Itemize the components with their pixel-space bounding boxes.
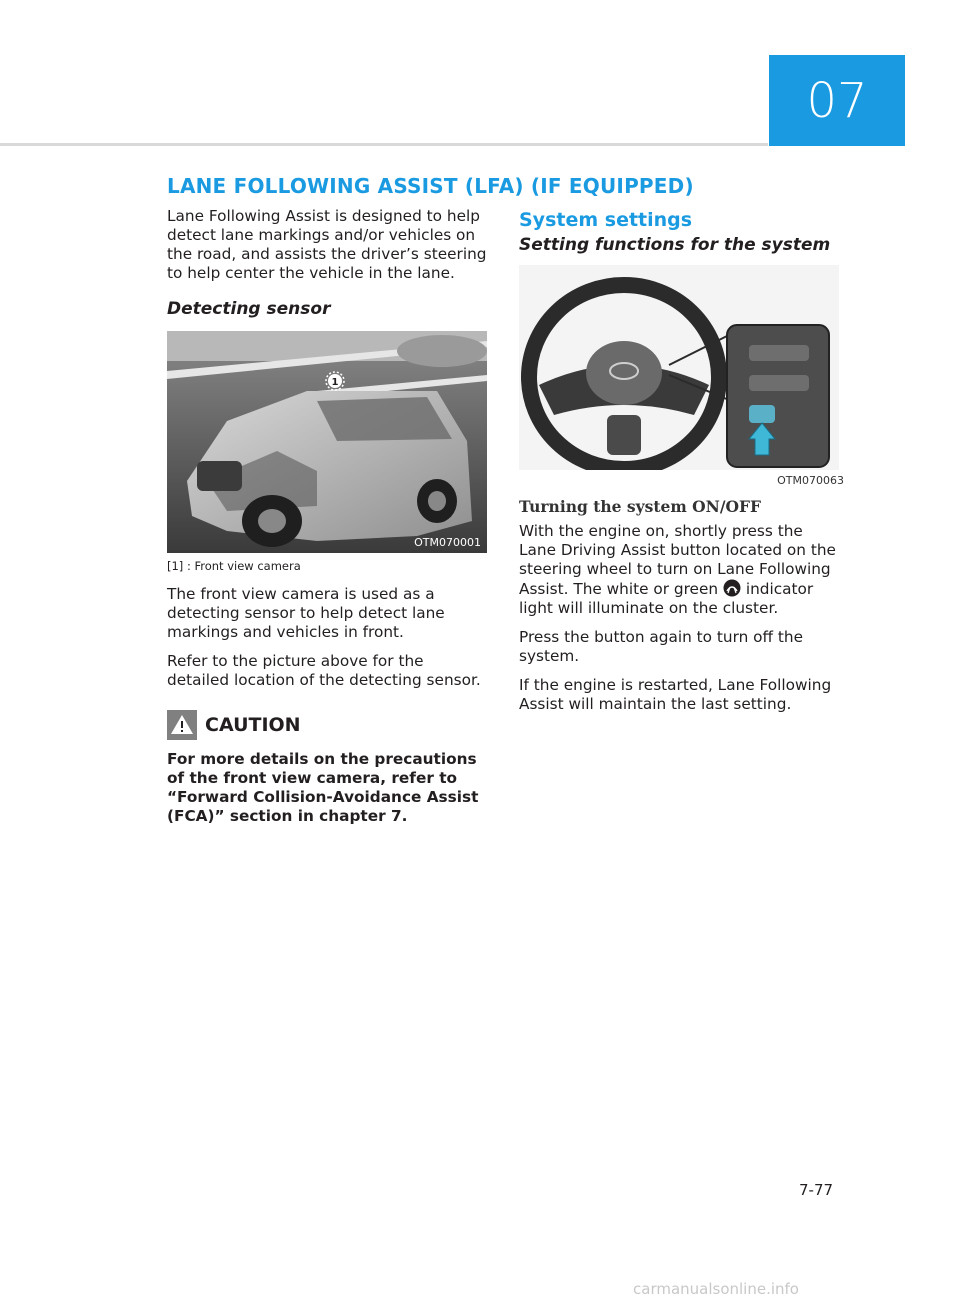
lane-assist-button bbox=[749, 405, 775, 423]
intro-paragraph: Lane Following Assist is designed to help detect lane markings and/or vehicles on the road, and assists the driver’s steering to help center the vehicle in the lane. bbox=[167, 207, 487, 282]
lfa-indicator-icon bbox=[723, 579, 741, 597]
section-title: LANE FOLLOWING ASSIST (LFA) (IF EQUIPPED) bbox=[167, 174, 694, 198]
camera-paragraph: The front view camera is used as a detecting sensor to help detect lane markings and vehicles in front. bbox=[167, 585, 445, 641]
steering-wheel-illustration bbox=[519, 265, 839, 470]
vehicle-camera-figure bbox=[167, 331, 487, 553]
steering-wheel-figure bbox=[519, 265, 839, 470]
system-settings-heading: System settings bbox=[519, 209, 693, 231]
restart-paragraph: If the engine is restarted, Lane Following Assist will maintain the last setting. bbox=[519, 676, 832, 713]
left-column bbox=[167, 207, 487, 826]
steering-hub bbox=[586, 341, 662, 405]
figure2-code: OTM070063 bbox=[777, 474, 844, 487]
onoff-paragraph bbox=[519, 522, 844, 618]
grille bbox=[197, 461, 242, 491]
warning-icon bbox=[167, 710, 197, 740]
chapter-tab: 07 bbox=[769, 55, 905, 146]
onoff-text-part2: indicator light will illuminate on the cluster. bbox=[519, 580, 814, 617]
caution-text: For more details on the precautions of the front view camera, refer to “Forward Collision-Avoidance Assist (FCA)” section in chapter 7. bbox=[167, 750, 479, 825]
header-rule bbox=[0, 143, 768, 146]
onoff-text-part1: With the engine on, shortly press the Lane Driving Assist button located on the steering wheel to turn on Lane Following Assist. The white or green bbox=[519, 522, 836, 598]
onoff-heading: Turning the system ON/OFF bbox=[519, 497, 762, 516]
watermark: carmanualsonline.info bbox=[633, 1280, 799, 1298]
vehicle-illustration bbox=[167, 331, 487, 553]
setting-functions-heading: Setting functions for the system bbox=[519, 235, 831, 255]
detecting-sensor-heading: Detecting sensor bbox=[167, 299, 331, 319]
figure1-code: OTM070001 bbox=[414, 536, 481, 549]
figure1-caption: [1] : Front view camera bbox=[167, 559, 301, 573]
location-paragraph: Refer to the picture above for the detailed location of the detecting sensor. bbox=[167, 652, 481, 689]
right-column bbox=[519, 207, 844, 724]
page-number: 7-77 bbox=[799, 1181, 834, 1199]
callout-number: 1 bbox=[331, 377, 339, 388]
caution-box bbox=[167, 710, 487, 826]
turn-off-paragraph: Press the button again to turn off the system. bbox=[519, 628, 804, 665]
caution-label: CAUTION bbox=[205, 714, 301, 736]
